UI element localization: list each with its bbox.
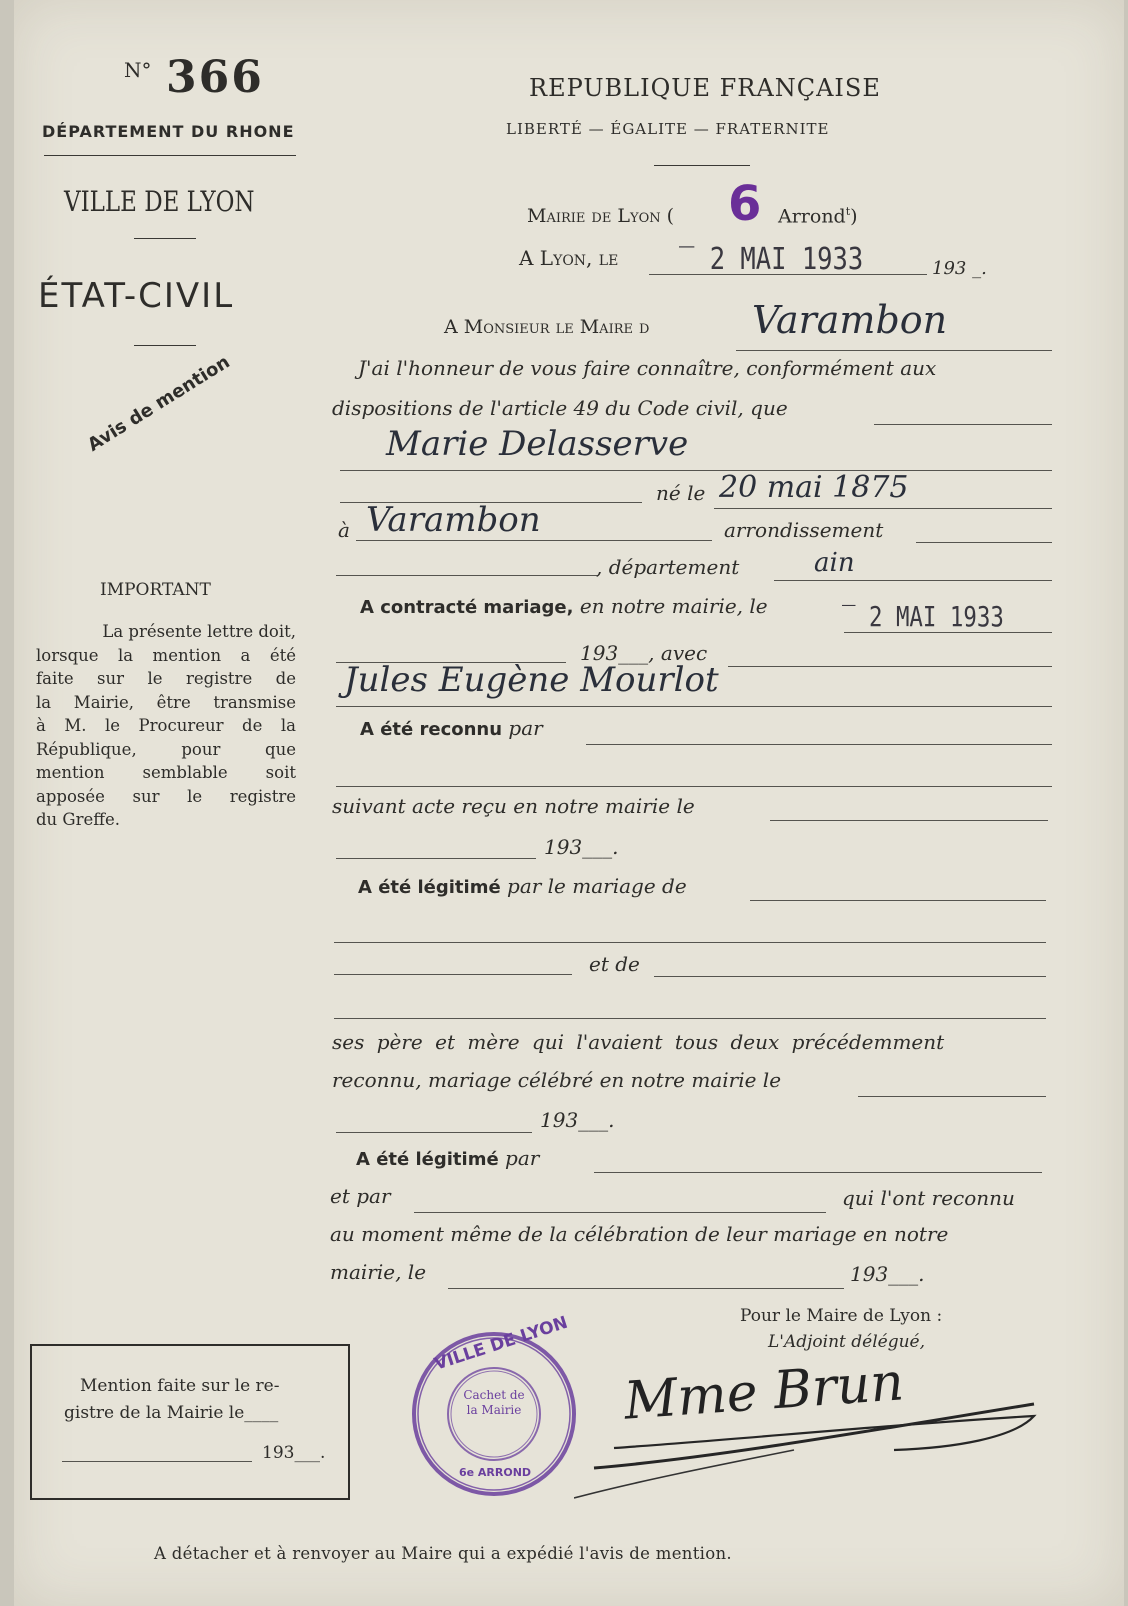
fill-line [334, 1018, 1046, 1019]
suivant-line: suivant acte reçu en notre mairie le [332, 794, 695, 818]
mention-line-1: Mention faite sur le re- [80, 1376, 280, 1396]
important-line: lorsque la mention a été [36, 645, 296, 665]
fill-line [336, 706, 1052, 707]
year-avec: 193___, avec [580, 641, 708, 665]
legitime-1-rest: par le mariage de [507, 874, 687, 898]
fill-line [728, 666, 1052, 667]
mairie-le-line: mairie, le [330, 1260, 427, 1284]
arrondissement-label: arrondissement [724, 518, 884, 542]
important-line: à M. le Procureur de la [36, 716, 296, 735]
important-line: du Greffe. [36, 810, 120, 829]
commune-value: Varambon [752, 298, 948, 342]
fill-line [414, 1212, 826, 1213]
fill-line [654, 976, 1046, 977]
fill-line [594, 1172, 1042, 1173]
divider [134, 238, 196, 239]
republique-title: REPUBLIQUE FRANÇAISE [529, 74, 881, 102]
devise: LIBERTÉ — ÉGALITE — FRATERNITE [506, 120, 830, 138]
important-line: mention semblable soit [36, 763, 296, 782]
fill-line [770, 820, 1048, 821]
footer-instruction: A détacher et à renvoyer au Maire qui a expédié l'avis de mention. [154, 1544, 732, 1563]
reconnu-bold: A été reconnu [360, 719, 503, 740]
fill-line [336, 575, 598, 576]
divider [44, 155, 296, 156]
year-3: 193___. [850, 1262, 925, 1286]
et-de-label: et de [589, 952, 640, 976]
person-name: Marie Delasserve [386, 424, 689, 464]
legitime-2-rest: par [505, 1146, 540, 1170]
year-2: 193___. [540, 1108, 615, 1132]
au-moment-line: au moment même de la célébration de leur mariage en notre [330, 1222, 949, 1246]
arrond-sup: t [845, 205, 851, 218]
contracte-bold: A contracté mariage, [360, 597, 574, 618]
qui-ont-label: qui l'ont reconnu [842, 1186, 1015, 1210]
legitime-1-bold: A été légitimé [358, 877, 501, 898]
reconnu-rest: par [508, 716, 543, 740]
legitime-2-line [356, 1146, 539, 1170]
legitime-2-bold: A été légitimé [356, 1149, 499, 1170]
ville-label: VILLE DE LYON [64, 185, 255, 218]
reconnu-mariage-line: reconnu, mariage célébré en notre mairie le [332, 1068, 782, 1092]
a-label: à [338, 518, 350, 542]
lyon-le-label [519, 246, 618, 270]
important-line: La présente lettre doit, [102, 622, 296, 641]
seal-inner-text: Cachet de la Mairie [463, 1388, 525, 1417]
lyon-le-text: A Lyon, le [519, 246, 619, 270]
fill-line [874, 424, 1052, 425]
departement-label: DÉPARTEMENT DU RHONE [42, 122, 295, 141]
commune-line [736, 350, 1052, 351]
mairie-seal [410, 1312, 578, 1498]
document-number: 366 [166, 52, 264, 103]
mairie-prefix: Mairie de Lyon ( [527, 205, 675, 227]
pour-le-maire: Pour le Maire de Lyon : [740, 1306, 943, 1326]
arrond-close: ) [850, 205, 858, 228]
seal-arrond-text: 6e ARROND [458, 1466, 532, 1479]
departement-value: ain [814, 548, 855, 578]
mention-line-3: 193___. [262, 1443, 326, 1463]
mariage-date-text: 2 MAI 1933 [868, 600, 1004, 633]
fill-line [336, 786, 1052, 787]
seal-outer-text: VILLE DE LYON [431, 1312, 571, 1375]
divider [654, 165, 750, 166]
signature-flourish [574, 1390, 1054, 1500]
year-suffix: 193 _. [932, 258, 987, 279]
body-line-2: dispositions de l'article 49 du Code civil, que [332, 396, 788, 420]
avis-de-mention-label: Avis de mention [84, 351, 234, 456]
fill-line [916, 542, 1052, 543]
fill-line [356, 540, 712, 541]
birth-date: 20 mai 1875 [719, 470, 909, 505]
fill-line [336, 858, 536, 859]
adjoint-label: L'Adjoint délégué, [768, 1332, 925, 1352]
signature: Mme Brun [622, 1352, 906, 1432]
document-page [14, 0, 1124, 1606]
departement-label: , département [596, 555, 740, 579]
fill-line [334, 974, 572, 975]
fill-line [340, 470, 1052, 471]
arrond-label [778, 205, 858, 227]
birth-place: Varambon [366, 500, 541, 540]
mention-line-2: gistre de la Mairie le____ [64, 1403, 279, 1423]
spouse-name: Jules Eugène Mourlot [344, 660, 719, 700]
fill-line [774, 580, 1052, 581]
legitime-1-line [358, 874, 687, 898]
important-line: République, pour que [36, 739, 296, 759]
fill-line [714, 508, 1052, 509]
important-line: apposée sur le registre [36, 786, 296, 806]
ne-le-label: né le [656, 481, 706, 505]
date-stamp-text: 2 MAI 1933 [709, 242, 864, 277]
body-line-1: J'ai l'honneur de vous faire connaître, conformément aux [358, 356, 937, 380]
monsieur-label: A Monsieur le Maire d [444, 316, 650, 338]
ses-pere-line: ses père et mère qui l'avaient tous deux précédemment [332, 1030, 945, 1054]
fill-line [334, 942, 1046, 943]
mariage-date-stamp: ‾ 2 MAI 1933 [842, 600, 1004, 633]
fill-line [62, 1461, 252, 1462]
mairie-label [527, 205, 674, 227]
fill-line [844, 632, 1052, 633]
reconnu-line [360, 716, 543, 740]
important-line: la Mairie, être transmise [36, 692, 296, 712]
number-prefix: N° [124, 58, 152, 82]
important-line: faite sur le registre de [36, 669, 296, 688]
fill-line [750, 900, 1046, 901]
divider [134, 345, 196, 346]
contracte-rest: en notre mairie, le [579, 594, 768, 618]
et-par-label: et par [330, 1184, 391, 1208]
fill-line [586, 744, 1052, 745]
important-title: IMPORTANT [100, 580, 211, 600]
fill-line [448, 1288, 844, 1289]
year-1: 193___. [544, 835, 619, 859]
year-suffix-text: 193 [932, 258, 967, 279]
date-stamp: ‾ 2 MAI 1933 [679, 242, 864, 277]
arrond-text: Arrond [778, 205, 846, 228]
fill-line [336, 1132, 532, 1133]
mention-box [30, 1344, 350, 1500]
arrondissement-stamp: 6 [728, 176, 762, 232]
etat-civil-title: ÉTAT-CIVIL [38, 276, 235, 316]
contracte-line [360, 594, 768, 618]
fill-line [858, 1096, 1046, 1097]
important-text [36, 620, 296, 832]
